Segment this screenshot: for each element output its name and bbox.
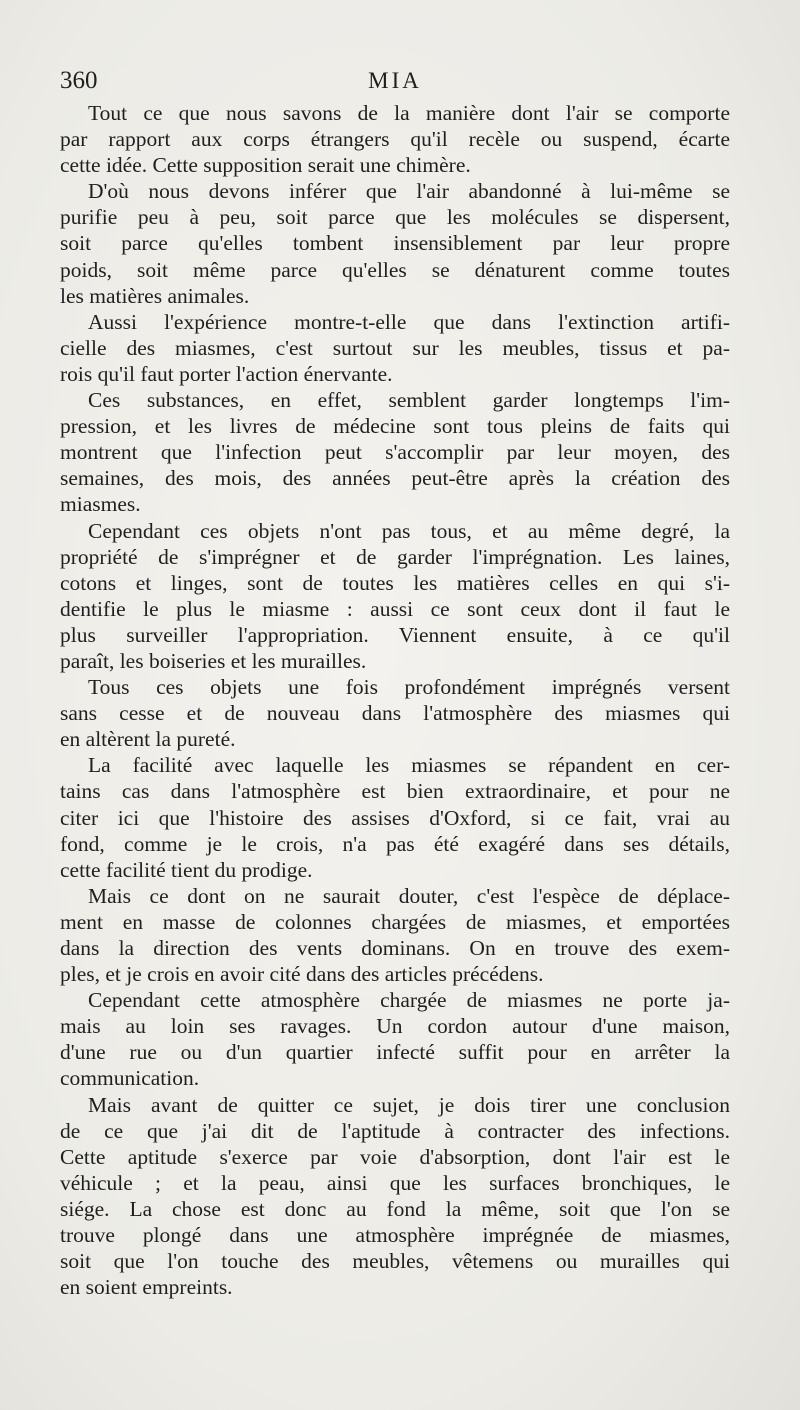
running-head: MIA xyxy=(368,68,422,93)
text-line: cotons et linges, sont de toutes les matières celles en qui s'i- xyxy=(60,570,730,595)
text-line: semaines, des mois, des années peut-être après la création des xyxy=(60,466,730,491)
text-line: Mais ce dont on ne saurait douter, c'est l'espèce de déplace- xyxy=(88,883,730,908)
text-line: par rapport aux corps étrangers qu'il recèle ou suspend, écarte xyxy=(60,127,730,152)
text-line: siége. La chose est donc au fond la même, soit que l'on se xyxy=(60,1196,730,1221)
paragraph xyxy=(60,309,730,387)
paragraph xyxy=(60,752,730,882)
text-line: d'une rue ou d'un quartier infecté suffit pour en arrêter la xyxy=(60,1040,730,1065)
text-line: tains cas dans l'atmosphère est bien extraordinaire, et pour ne xyxy=(60,779,730,804)
text-line: poids, soit même parce qu'elles se dénaturent comme toutes xyxy=(60,257,730,282)
paragraph xyxy=(60,178,730,308)
text-line: cette idée. Cette supposition serait une chimère. xyxy=(60,153,471,178)
text-line: mais au loin ses ravages. Un cordon autour d'une maison, xyxy=(60,1014,730,1039)
text-line: La facilité avec laquelle les miasmes se répandent en cer- xyxy=(88,753,730,778)
text-line: de ce que j'ai dit de l'aptitude à contracter des infections. xyxy=(60,1118,730,1143)
text-line: dentifie le plus le miasme : aussi ce sont ceux dont il faut le xyxy=(60,596,730,621)
page-number: 360 xyxy=(60,67,98,94)
paragraph xyxy=(60,674,730,752)
text-line: cette facilité tient du prodige. xyxy=(60,857,313,882)
paragraph xyxy=(60,1092,730,1301)
paragraph xyxy=(60,883,730,987)
text-line: pression, et les livres de médecine sont tous pleins de faits qui xyxy=(60,414,730,439)
text-line: soit que l'on touche des meubles, vêtemens ou murailles qui xyxy=(60,1249,730,1274)
text-line: ples, et je crois en avoir cité dans des articles précédens. xyxy=(60,962,544,987)
text-line: Ces substances, en effet, semblent garder longtemps l'im- xyxy=(88,388,730,413)
text-line: Mais avant de quitter ce sujet, je dois tirer une conclusion xyxy=(88,1092,730,1117)
paragraph xyxy=(60,987,730,1091)
text-line: en soient empreints. xyxy=(60,1275,233,1300)
text-line: Cependant cette atmosphère chargée de miasmes ne porte ja- xyxy=(88,988,730,1013)
text-line: dans la direction des vents dominans. On en trouve des exem- xyxy=(60,936,730,960)
text-line: plus surveiller l'appropriation. Viennent ensuite, à ce qu'il xyxy=(60,622,730,647)
text-line: rois qu'il faut porter l'action énervante. xyxy=(60,361,393,386)
text-line: Cette aptitude s'exerce par voie d'absorption, dont l'air est le xyxy=(60,1144,730,1169)
text-line: miasmes. xyxy=(60,492,141,517)
text-line: en altèrent la pureté. xyxy=(60,727,236,752)
text-line: Aussi l'expérience montre-t-elle que dans l'extinction artifi- xyxy=(88,309,730,334)
text-line: véhicule ; et la peau, ainsi que les surfaces bronchiques, le xyxy=(60,1170,730,1195)
text-line: cielle des miasmes, c'est surtout sur les meubles, tissus et pa- xyxy=(60,335,730,360)
text-line: sans cesse et de nouveau dans l'atmosphère des miasmes qui xyxy=(60,701,730,726)
text-line: trouve plongé dans une atmosphère imprégnée de miasmes, xyxy=(60,1223,730,1248)
text-line: ment en masse de colonnes chargées de miasmes, et emportées xyxy=(60,909,730,934)
text-line: D'où nous devons inférer que l'air abandonné à lui-même se xyxy=(88,179,730,204)
paragraph xyxy=(60,518,730,675)
text-line: montrent que l'infection peut s'accomplir par leur moyen, des xyxy=(60,440,730,465)
text-line: Cependant ces objets n'ont pas tous, et au même degré, la xyxy=(88,518,730,543)
text-line: Tous ces objets une fois profondément imprégnés versent xyxy=(88,675,730,700)
text-line: Tout ce que nous savons de la manière dont l'air se comporte xyxy=(88,101,730,125)
page-header xyxy=(60,66,730,96)
text-line: citer ici que l'histoire des assises d'Oxford, si ce fait, vrai au xyxy=(60,805,730,830)
text-line: les matières animales. xyxy=(60,283,250,308)
text-line: purifie peu à peu, soit parce que les molécules se dispersent, xyxy=(60,205,730,230)
text-line: paraît, les boiseries et les murailles. xyxy=(60,648,367,673)
paragraph xyxy=(60,387,730,517)
text-line: soit parce qu'elles tombent insensiblement par leur propre xyxy=(60,231,730,256)
text-line: communication. xyxy=(60,1066,200,1091)
text-line: propriété de s'imprégner et de garder l'imprégnation. Les laines, xyxy=(60,544,730,569)
text-line: fond, comme je le crois, n'a pas été exagéré dans ses détails, xyxy=(60,831,730,856)
body-text xyxy=(60,100,730,1300)
paragraph xyxy=(60,100,730,178)
